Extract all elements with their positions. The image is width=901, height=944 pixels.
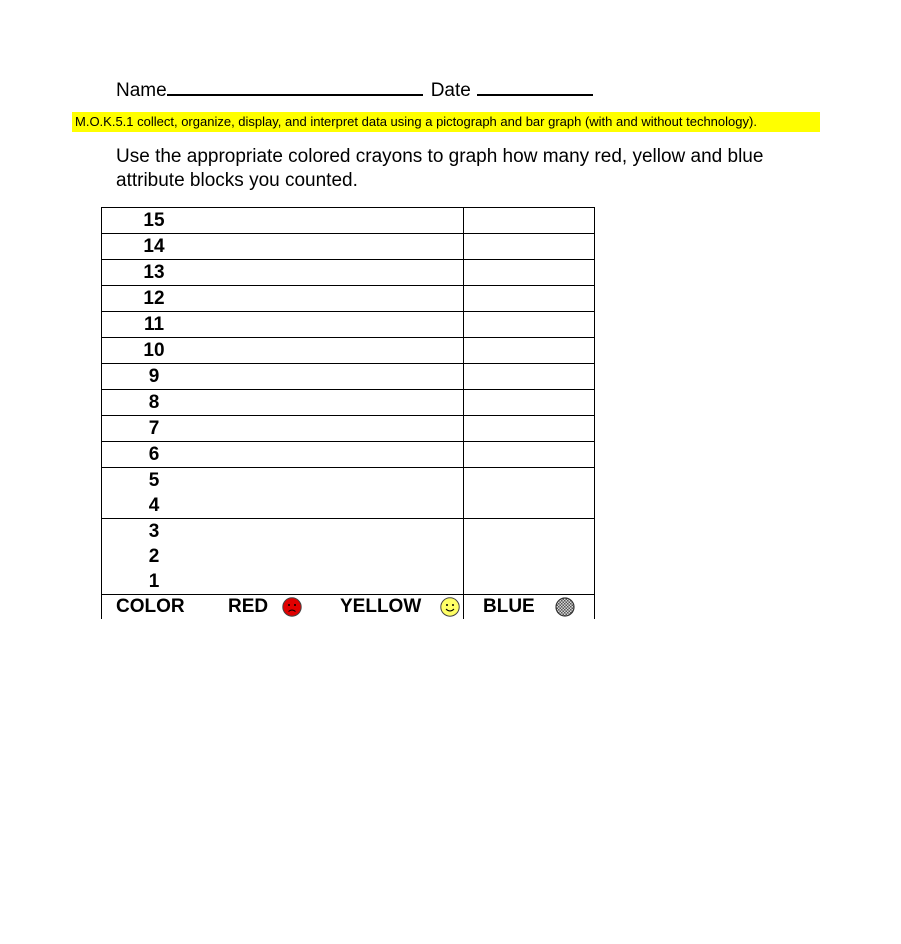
graph-row — [102, 442, 595, 468]
frowning-face-icon — [282, 597, 302, 617]
smiling-face-icon — [440, 597, 460, 617]
date-blank[interactable] — [477, 76, 593, 96]
graph-row — [102, 468, 595, 519]
count-label: 10 — [143, 340, 165, 361]
name-blank[interactable] — [167, 76, 423, 96]
graph-row — [102, 208, 595, 234]
graph-row — [102, 390, 595, 416]
graph-count-cell[interactable] — [102, 416, 464, 442]
count-label: 11 — [143, 314, 165, 335]
graph-blue-cell[interactable] — [464, 208, 595, 234]
count-label: 12 — [143, 288, 165, 309]
count-label: 1 — [148, 571, 160, 592]
color-footer-row — [102, 595, 595, 620]
graph-blue-cell[interactable] — [464, 364, 595, 390]
graph-blue-cell[interactable] — [464, 260, 595, 286]
graph-count-cell[interactable] — [102, 468, 464, 519]
graph-count-cell[interactable] — [102, 234, 464, 260]
graph-blue-cell[interactable] — [464, 338, 595, 364]
graph-blue-cell[interactable] — [464, 234, 595, 260]
color-label: COLOR — [116, 596, 185, 617]
footer-left-cell — [102, 595, 464, 620]
graph-row — [102, 286, 595, 312]
graph-row — [102, 338, 595, 364]
date-label: Date — [430, 80, 471, 101]
red-label: RED — [228, 596, 269, 617]
count-label: 2 — [148, 546, 160, 567]
graph-row — [102, 260, 595, 286]
standard-text: M.O.K.5.1 collect, organize, display, and interpret data using a pictograph and bar graph (with and without technology). — [72, 112, 820, 132]
graph-blue-cell[interactable] — [464, 468, 595, 519]
count-label: 6 — [148, 444, 160, 465]
graph-count-cell[interactable] — [102, 208, 464, 234]
graph-blue-cell[interactable] — [464, 519, 595, 595]
graph-count-cell[interactable] — [102, 260, 464, 286]
graph-count-cell[interactable] — [102, 312, 464, 338]
count-label: 8 — [148, 392, 160, 413]
count-label: 4 — [148, 495, 160, 516]
graph-count-cell[interactable] — [102, 519, 464, 595]
count-label: 15 — [143, 210, 165, 231]
count-label: 7 — [148, 418, 160, 439]
count-label: 14 — [143, 236, 165, 257]
graph-row — [102, 519, 595, 595]
name-label: Name — [116, 80, 167, 101]
count-label: 5 — [148, 470, 160, 491]
graph-blue-cell[interactable] — [464, 390, 595, 416]
checkered-circle-icon — [555, 597, 575, 617]
graph-blue-cell[interactable] — [464, 416, 595, 442]
graph-blue-cell[interactable] — [464, 312, 595, 338]
count-label: 3 — [148, 521, 160, 542]
graph-row — [102, 234, 595, 260]
graph-row — [102, 312, 595, 338]
blue-label: BLUE — [483, 596, 535, 617]
graph-count-cell[interactable] — [102, 338, 464, 364]
graph-count-cell[interactable] — [102, 364, 464, 390]
graph-blue-cell[interactable] — [464, 442, 595, 468]
bar-graph-table — [101, 207, 595, 619]
footer-right-cell — [464, 595, 595, 620]
count-label: 9 — [148, 366, 160, 387]
graph-count-cell[interactable] — [102, 286, 464, 312]
graph-row — [102, 364, 595, 390]
instructions-text: Use the appropriate colored crayons to graph how many red, yellow and blue attribute blocks you counted. — [116, 146, 764, 191]
yellow-label: YELLOW — [340, 596, 422, 617]
graph-row — [102, 416, 595, 442]
graph-count-cell[interactable] — [102, 390, 464, 416]
graph-count-cell[interactable] — [102, 442, 464, 468]
name-date-line — [116, 76, 593, 102]
graph-blue-cell[interactable] — [464, 286, 595, 312]
count-label: 13 — [143, 262, 165, 283]
